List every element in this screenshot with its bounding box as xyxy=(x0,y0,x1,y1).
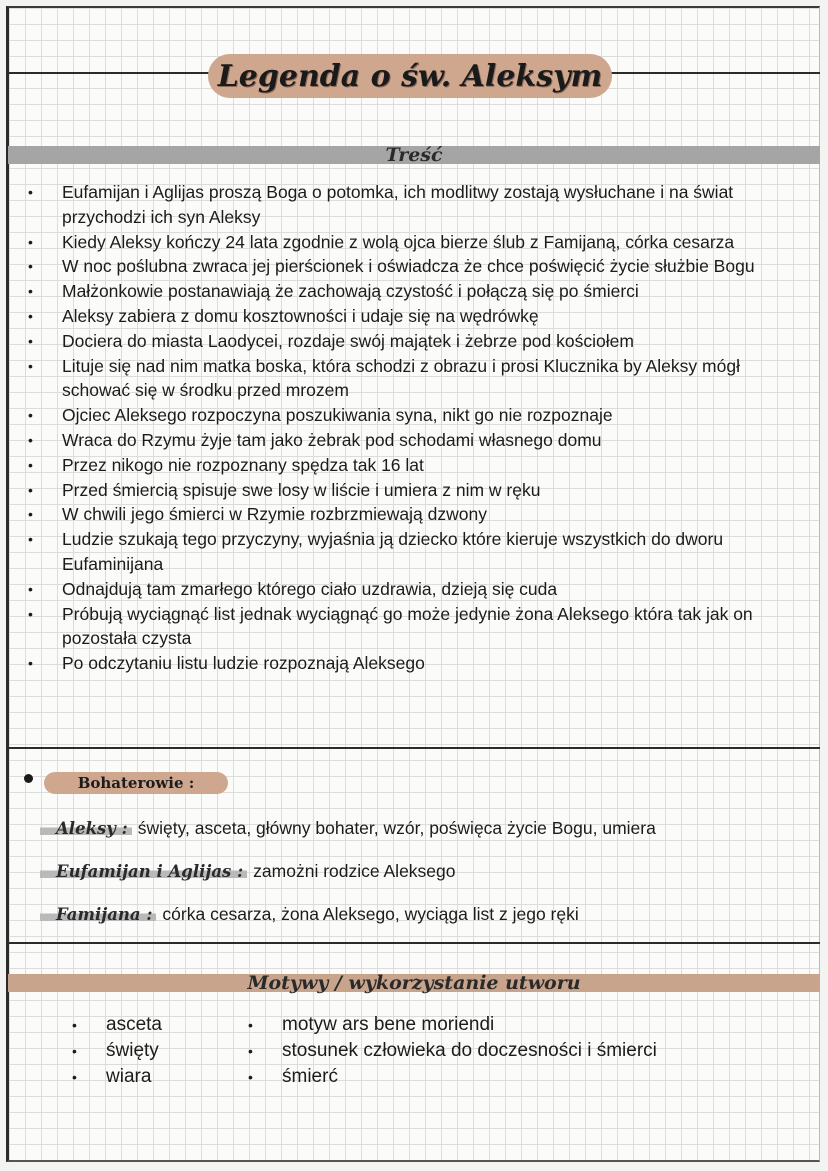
motifs-list-right xyxy=(246,1012,657,1090)
title-line-left xyxy=(8,72,212,74)
list-item: • Dociera do miasta Laodycei, rozdaje swój majątek i żebrze pod kościołem xyxy=(26,329,796,354)
list-item: • Odnajdują tam zmarłego którego ciało uzdrawia, dzieją się cuda xyxy=(26,577,796,602)
list-item: • Kiedy Aleksy kończy 24 lata zgodnie z wolą ojca bierze ślub z Famijaną, córka cesarza xyxy=(26,230,796,255)
hero-description: święty, asceta, główny bohater, wzór, poświęca życie Bogu, umiera xyxy=(137,818,656,838)
list-item: • Eufamijan i Aglijas proszą Boga o potomka, ich modlitwy zostają wysłuchane i na świat przychodzi ich syn Aleksy xyxy=(26,180,796,230)
hero-name: Famijana : xyxy=(40,905,156,924)
content-heading: Treść xyxy=(385,144,443,166)
list-item: • W noc poślubna zwraca jej pierścionek i oświadcza że chce poświęcić życie służbie Bogu xyxy=(26,254,796,279)
list-item: • Ojciec Aleksego rozpoczyna poszukiwania syna, nikt go nie rozpoznaje xyxy=(26,403,796,428)
list-item: • śmierć xyxy=(246,1064,657,1090)
hero-name: Eufamijan i Aglijas : xyxy=(40,862,247,881)
list-item: • święty xyxy=(70,1038,162,1064)
divider xyxy=(8,747,820,749)
hero-row xyxy=(40,861,456,882)
list-item: • Wraca do Rzymu żyje tam jako żebrak pod schodami własnego domu xyxy=(26,428,796,453)
list-item: • Przez nikogo nie rozpoznany spędza tak 16 lat xyxy=(26,453,796,478)
hero-row xyxy=(40,818,656,839)
list-item: • Lituje się nad nim matka boska, która schodzi z obrazu i prosi Klucznika by Aleksy mógł schować się w środku przed mrozem xyxy=(26,354,796,404)
bullet-icon xyxy=(24,774,33,783)
motifs-list-left xyxy=(70,1012,162,1090)
list-item: • wiara xyxy=(70,1064,162,1090)
list-item: • Ludzie szukają tego przyczyny, wyjaśnia ją dziecko które kieruje wszystkich do dworu Eufaminijana xyxy=(26,527,796,577)
plot-list xyxy=(26,180,796,676)
hero-name: Aleksy : xyxy=(40,819,132,838)
list-item: • Małżonkowie postanawiają że zachowają czystość i połączą się po śmierci xyxy=(26,279,796,304)
page-title: Legenda o św. Aleksym xyxy=(217,58,603,94)
list-item: • stosunek człowieka do doczesności i śmierci xyxy=(246,1038,657,1064)
list-item: • Przed śmiercią spisuje swe losy w liście i umiera z nim w ręku xyxy=(26,478,796,503)
motifs-heading: Motywy / wykorzystanie utworu xyxy=(247,972,581,994)
heroes-heading: Bohaterowie : xyxy=(77,774,195,792)
heroes-heading-highlight xyxy=(44,772,228,794)
hero-description: córka cesarza, żona Aleksego, wyciąga list z jego ręki xyxy=(162,904,579,924)
divider xyxy=(8,942,820,944)
list-item: • motyw ars bene moriendi xyxy=(246,1012,657,1038)
list-item: • Po odczytaniu listu ludzie rozpoznają Aleksego xyxy=(26,651,796,676)
motifs-heading-band xyxy=(8,974,820,992)
hero-description: zamożni rodzice Aleksego xyxy=(253,861,456,881)
list-item: • asceta xyxy=(70,1012,162,1038)
list-item: • Aleksy zabiera z domu kosztowności i udaje się na wędrówkę xyxy=(26,304,796,329)
list-item: • Próbują wyciągnąć list jednak wyciągnąć go może jedynie żona Aleksego która tak jak on pozostała czysta xyxy=(26,602,796,652)
content-heading-band xyxy=(8,146,820,164)
title-line-right xyxy=(610,72,820,74)
list-item: • W chwili jego śmierci w Rzymie rozbrzmiewają dzwony xyxy=(26,502,796,527)
hero-row xyxy=(40,904,579,925)
title-highlight xyxy=(208,54,612,98)
